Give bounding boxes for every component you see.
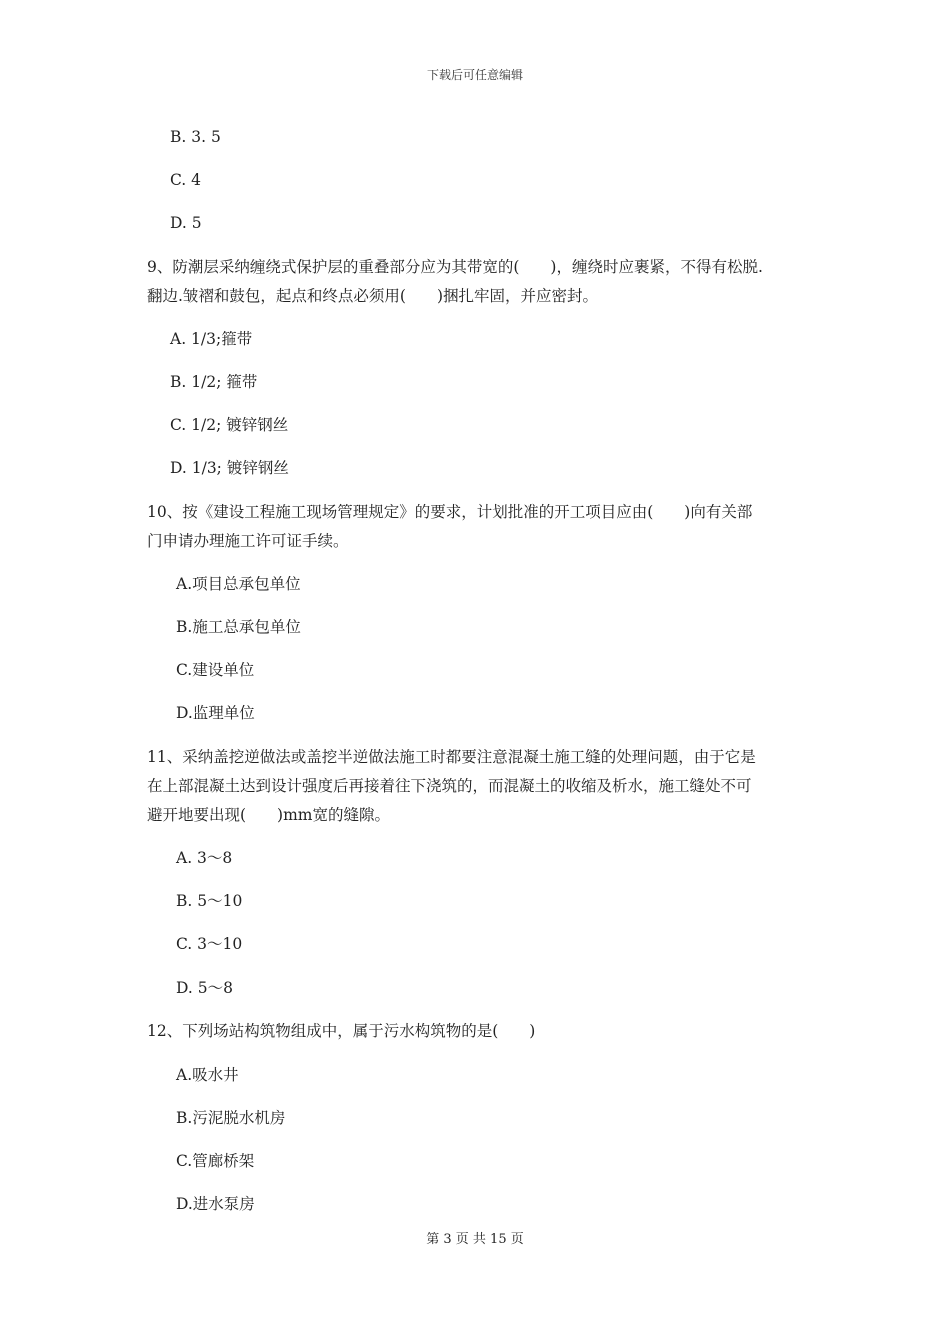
q11-text-line-3: 避开地要出现( )mm宽的缝隙。 <box>147 806 390 824</box>
q11-option-a: A. 3～8 <box>176 849 233 867</box>
q10-text-line-1: 10、按《建设工程施工现场管理规定》的要求，计划批准的开工项目应由( )向有关部 <box>147 503 753 521</box>
q10-option-a: A.项目总承包单位 <box>176 575 301 593</box>
q9-option-a: A. 1/3;箍带 <box>170 330 253 348</box>
q11-text-line-1: 11、采纳盖挖逆做法或盖挖半逆做法施工时都要注意混凝土施工缝的处理问题，由于它是 <box>147 748 756 766</box>
prev-option-c: C. 4 <box>170 171 202 189</box>
q12-text-line-1: 12、下列场站构筑物组成中，属于污水构筑物的是( ) <box>147 1022 536 1040</box>
q12-option-a: A.吸水井 <box>176 1066 239 1084</box>
page-footer: 第 3 页 共 15 页 <box>426 1232 524 1247</box>
q11-option-c: C. 3～10 <box>176 935 243 953</box>
q10-text-line-2: 门申请办理施工许可证手续。 <box>147 532 349 550</box>
q9-option-b: B. 1/2; 箍带 <box>170 373 258 391</box>
q9-option-d: D. 1/3; 镀锌钢丝 <box>170 459 289 477</box>
q9-option-c: C. 1/2; 镀锌钢丝 <box>170 416 289 434</box>
q11-text-line-2: 在上部混凝土达到设计强度后再接着往下浇筑的，而混凝土的收缩及析水，施工缝处不可 <box>147 777 752 795</box>
q10-option-d: D.监理单位 <box>176 704 255 722</box>
q12-option-b: B.污泥脱水机房 <box>176 1109 286 1127</box>
q11-option-b: B. 5～10 <box>176 892 243 910</box>
q12-option-d: D.进水泵房 <box>176 1195 255 1213</box>
q9-text-line-2: 翻边.皱褶和鼓包，起点和终点必须用( )捆扎牢固，并应密封。 <box>147 287 599 305</box>
page-header: 下载后可任意编辑 <box>426 68 523 82</box>
q9-text-line-1: 9、防潮层采纳缠绕式保护层的重叠部分应为其带宽的( )，缠绕时应裹紧，不得有松脱. <box>147 258 763 276</box>
q11-option-d: D. 5～8 <box>176 979 233 997</box>
prev-option-d: D. 5 <box>170 214 202 232</box>
q10-option-b: B.施工总承包单位 <box>176 618 301 636</box>
prev-option-b: B. 3. 5 <box>170 128 221 146</box>
q10-option-c: C.建设单位 <box>176 661 255 679</box>
q12-option-c: C.管廊桥架 <box>176 1152 255 1170</box>
